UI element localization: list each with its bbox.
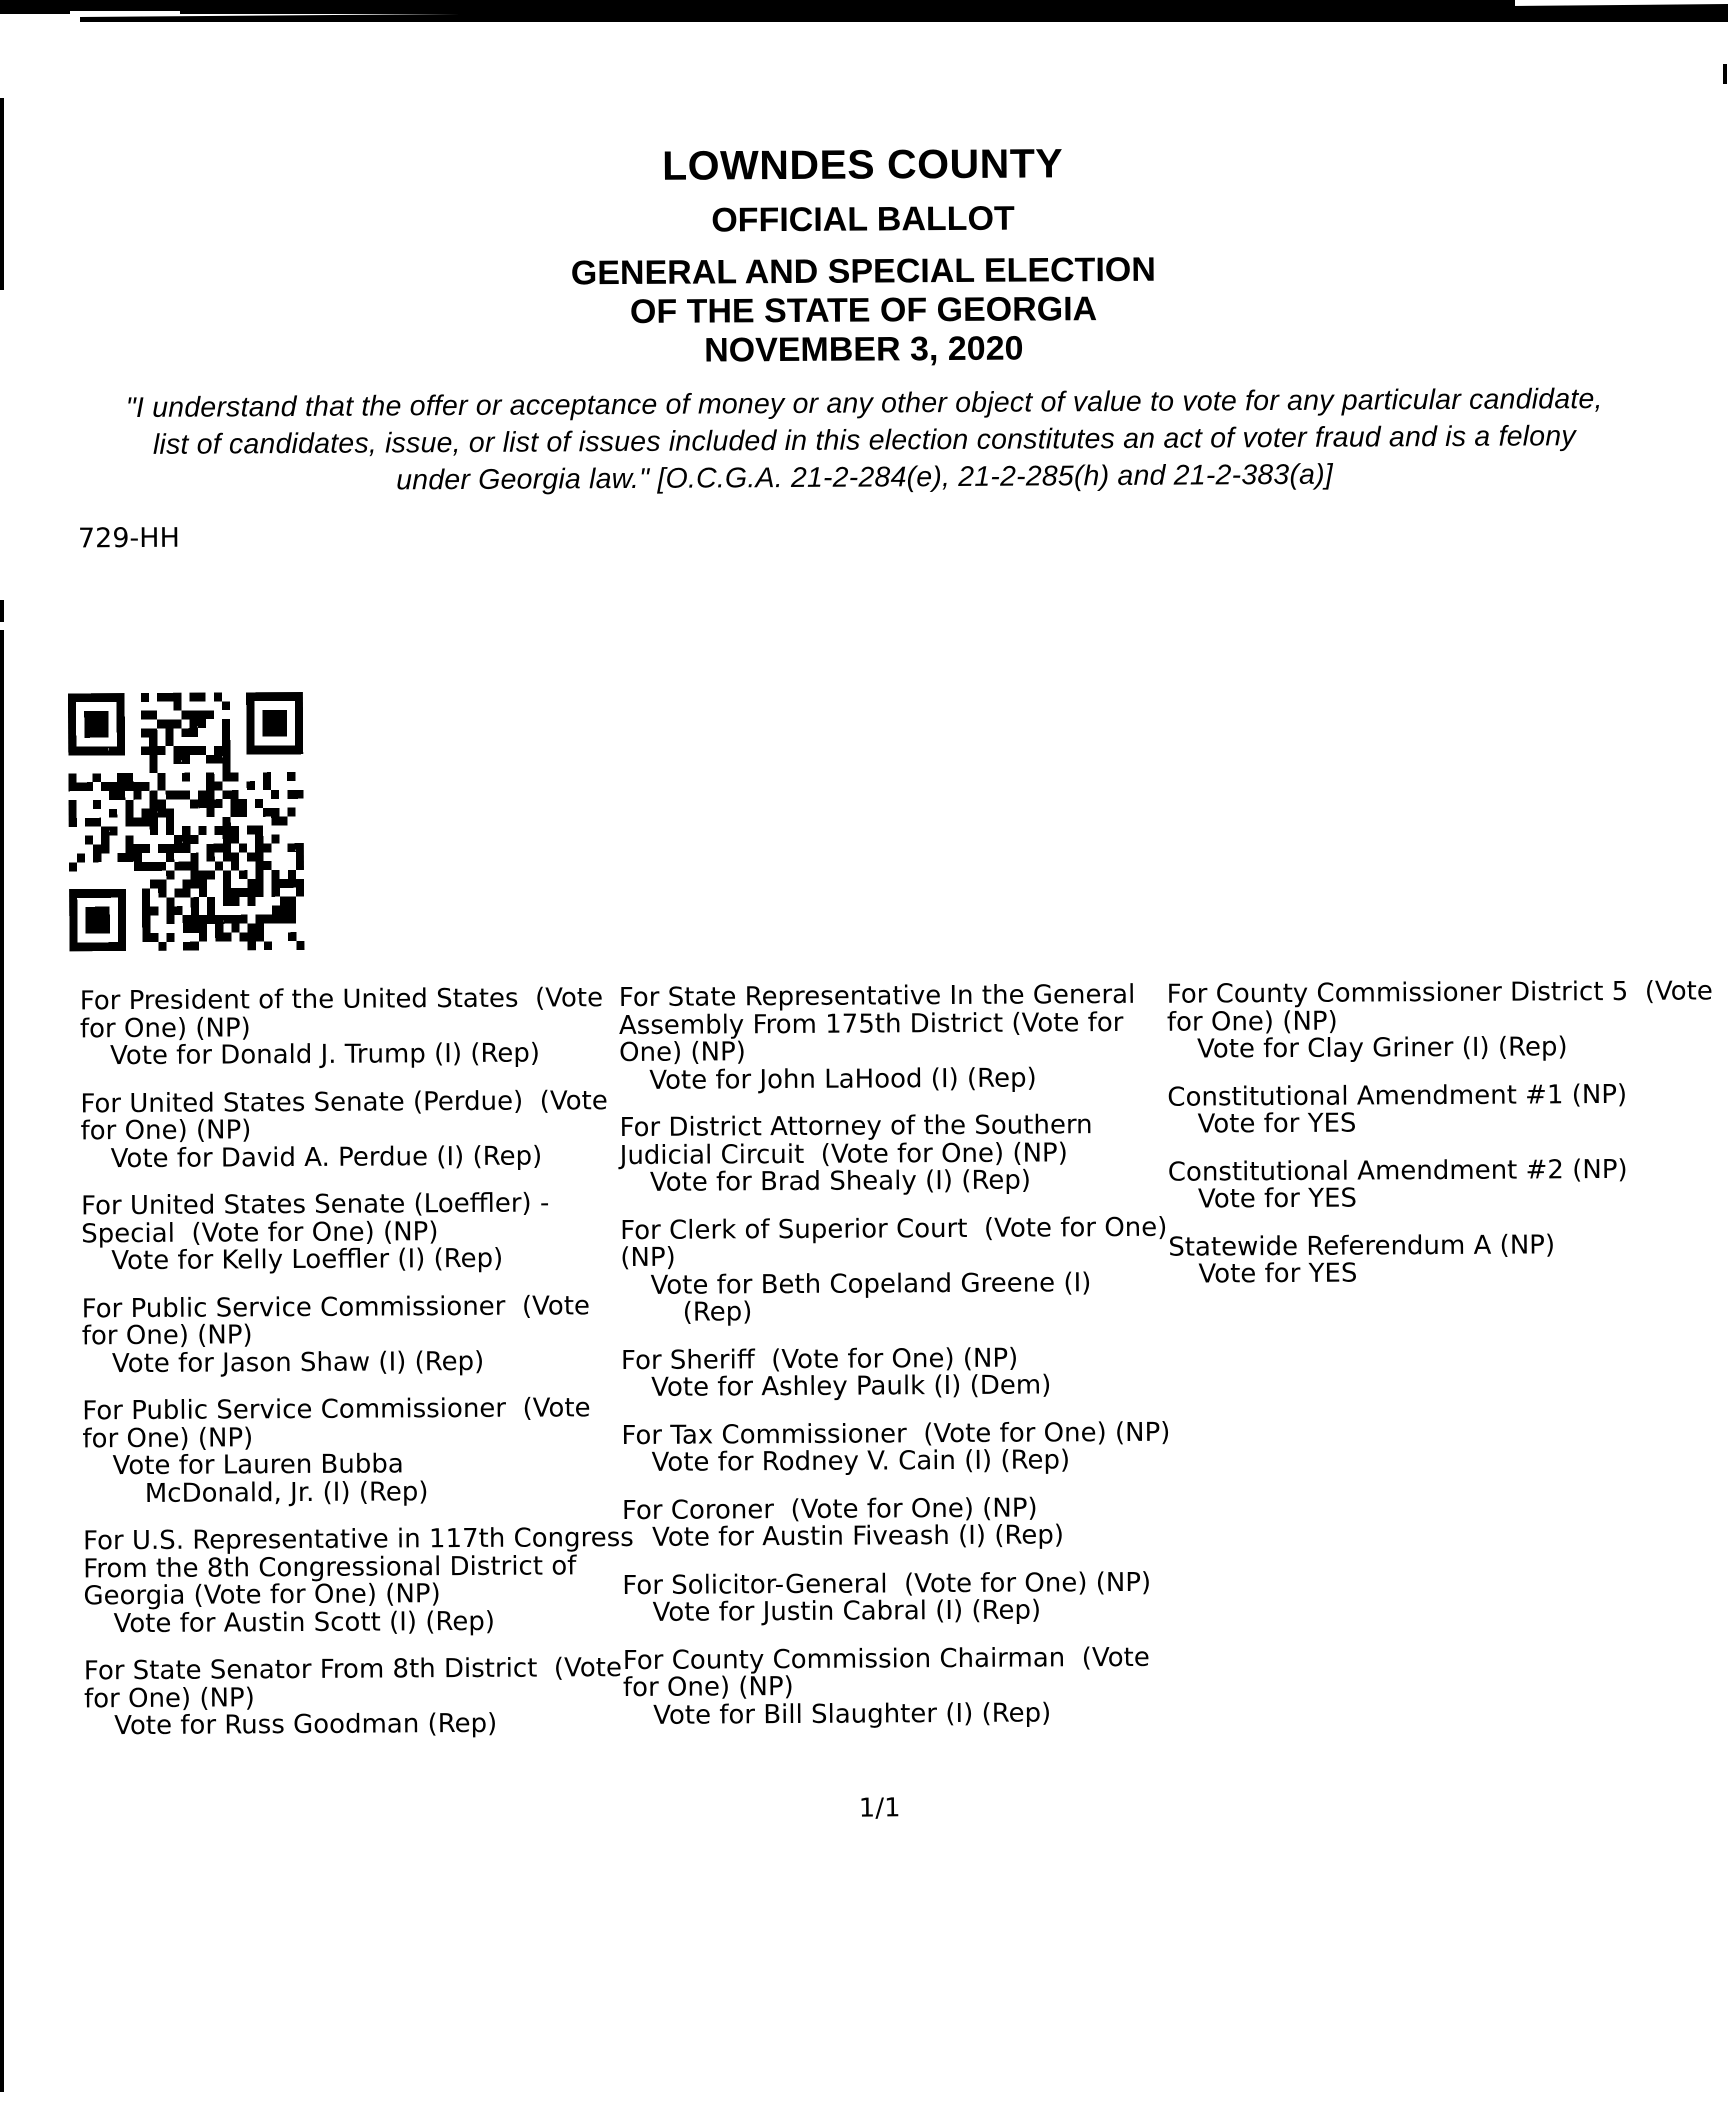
voter-fraud-disclaimer bbox=[0, 380, 1728, 502]
election-date: NOVEMBER 3, 2020 bbox=[704, 329, 1024, 370]
ballot-contest bbox=[622, 1569, 1162, 1627]
contest-title-line: For U.S. Representative in 117th Congress bbox=[82, 1522, 634, 1557]
page-number: 1/1 bbox=[858, 1793, 901, 1824]
contest-title-line: Special (Vote for One) (NP) bbox=[81, 1216, 439, 1249]
contest-title-line: For Sheriff (Vote for One) (NP) bbox=[620, 1343, 1019, 1376]
vote-for-line: Vote for Beth Copeland Greene (I) bbox=[650, 1267, 1092, 1301]
vote-for-line: Vote for Rodney V. Cain (I) (Rep) bbox=[651, 1445, 1071, 1478]
contest-title-line: For Clerk of Superior Court (Vote for One) bbox=[620, 1212, 1168, 1246]
vote-for-line: Vote for Kelly Loeffler (I) (Rep) bbox=[111, 1243, 504, 1277]
contest-title-line: For State Representative In the General bbox=[618, 979, 1136, 1014]
contest-title-line: For Public Service Commissioner (Vote bbox=[81, 1290, 591, 1324]
contest-title-line: For County Commission Chairman (Vote bbox=[622, 1642, 1150, 1676]
contest-title-line: From the 8th Congressional District of bbox=[83, 1550, 577, 1584]
qr-code bbox=[68, 692, 305, 951]
ballot-contest bbox=[619, 1112, 1159, 1198]
disclaimer-line1: "I understand that the offer or acceptance of money or any other object of value to vote for any particular candidate, bbox=[125, 383, 1603, 425]
vote-for-line: Vote for Ashley Paulk (I) (Dem) bbox=[651, 1370, 1052, 1403]
vote-for-line: Vote for Lauren Bubba bbox=[112, 1449, 404, 1482]
vote-for-line: Vote for Donald J. Trump (I) (Rep) bbox=[110, 1038, 541, 1072]
contest-title-line: for One) (NP) bbox=[80, 1115, 252, 1147]
contest-title-line: for One) (NP) bbox=[1166, 1006, 1338, 1038]
contest-title-line: for One) (NP) bbox=[83, 1682, 255, 1714]
ballot-column-right bbox=[1167, 978, 1728, 1309]
ballot-contest bbox=[1168, 1231, 1728, 1289]
ballot-contest bbox=[82, 1395, 613, 1508]
contest-title-line: Georgia (Vote for One) (NP) bbox=[83, 1579, 441, 1612]
vote-for-line: Vote for Austin Fiveash (I) (Rep) bbox=[651, 1520, 1065, 1553]
contest-title-line: For District Attorney of the Southern bbox=[619, 1110, 1093, 1144]
contest-title-line: For Public Service Commissioner (Vote bbox=[82, 1393, 591, 1427]
contest-title-line: Constitutional Amendment #2 (NP) bbox=[1167, 1154, 1628, 1188]
vote-for-line: Vote for John LaHood (I) (Rep) bbox=[649, 1062, 1037, 1096]
ballot-column-middle bbox=[618, 979, 1171, 1750]
vote-for-line: Vote for YES bbox=[1197, 1183, 1358, 1215]
ballot-contest bbox=[1167, 1081, 1728, 1139]
vote-for-line: Vote for Justin Cabral (I) (Rep) bbox=[652, 1595, 1042, 1628]
vote-for-line: Vote for Jason Shaw (I) (Rep) bbox=[111, 1346, 485, 1379]
ballot-contest bbox=[620, 1212, 1168, 1328]
disclaimer-line2: list of candidates, issue, or list of issues included in this election constitutes an act of voter fraud and is a felony bbox=[152, 420, 1576, 461]
vote-for-line: Vote for YES bbox=[1198, 1258, 1358, 1290]
election-title-line1: GENERAL AND SPECIAL ELECTION bbox=[570, 250, 1156, 293]
ballot-contest bbox=[623, 1644, 1163, 1730]
contest-title-line: One) (NP) bbox=[619, 1037, 746, 1069]
contest-title-line: for One) (NP) bbox=[81, 1320, 253, 1352]
ballot-contest bbox=[622, 1494, 1162, 1552]
contest-title-line: For President of the United States (Vote bbox=[79, 983, 604, 1017]
vote-for-line: (Rep) bbox=[682, 1297, 753, 1328]
contest-title-line: For United States Senate (Perdue) (Vote bbox=[80, 1085, 608, 1119]
precinct-code: 729-HH bbox=[77, 522, 180, 555]
disclaimer-line3: under Georgia law." [O.C.G.A. 21-2-284(e), 21-2-285(h) and 21-2-383(a)] bbox=[396, 458, 1334, 497]
contest-title-line: Statewide Referendum A (NP) bbox=[1168, 1229, 1556, 1263]
ballot-contest bbox=[621, 1417, 1171, 1478]
ballot-contest bbox=[81, 1290, 612, 1379]
contest-title-line: For Tax Commissioner (Vote for One) (NP) bbox=[621, 1417, 1171, 1451]
ballot-contest bbox=[1167, 978, 1728, 1064]
ballot-contest bbox=[621, 1344, 1161, 1402]
ballot-contest bbox=[80, 985, 610, 1071]
vote-for-line: Vote for Bill Slaughter (I) (Rep) bbox=[653, 1697, 1052, 1731]
contest-title-line: for One) (NP) bbox=[82, 1422, 254, 1454]
vote-for-line: Vote for YES bbox=[1197, 1108, 1357, 1140]
ballot-contest bbox=[80, 1085, 610, 1174]
contest-title-line: For United States Senate (Loeffler) - bbox=[80, 1188, 550, 1222]
contest-title-line: For Coroner (Vote for One) (NP) bbox=[621, 1492, 1038, 1526]
vote-for-line: Vote for David A. Perdue (I) (Rep) bbox=[110, 1141, 543, 1174]
vote-for-line: Vote for Brad Shealy (I) (Rep) bbox=[649, 1165, 1032, 1198]
contest-title-line: Constitutional Amendment #1 (NP) bbox=[1167, 1079, 1628, 1113]
contest-title-line: for One) (NP) bbox=[622, 1671, 794, 1704]
vote-for-line: Vote for Russ Goodman (Rep) bbox=[114, 1708, 498, 1742]
vote-for-line: Vote for Austin Scott (I) (Rep) bbox=[113, 1606, 496, 1639]
contest-title-line: (NP) bbox=[620, 1242, 676, 1274]
qr-code-image bbox=[68, 692, 305, 951]
ballot-contest bbox=[81, 1190, 611, 1276]
ballot-type-title: OFFICIAL BALLOT bbox=[711, 199, 1015, 240]
vote-for-line: McDonald, Jr. (I) (Rep) bbox=[144, 1476, 429, 1509]
contest-title-line: For County Commissioner District 5 (Vote bbox=[1166, 976, 1713, 1010]
vote-for-line: Vote for Clay Griner (I) (Rep) bbox=[1197, 1032, 1568, 1065]
contest-title-line: For Solicitor-General (Vote for One) (NP) bbox=[622, 1567, 1152, 1601]
election-title bbox=[0, 247, 1728, 375]
ballot-contest bbox=[83, 1653, 622, 1742]
ballot-column-left bbox=[79, 983, 634, 1761]
contest-title-line: for One) (NP) bbox=[79, 1012, 251, 1044]
ballot-contest bbox=[618, 979, 1160, 1096]
contest-title-line: Assembly From 175th District (Vote for bbox=[618, 1007, 1124, 1041]
county-title: LOWNDES COUNTY bbox=[662, 140, 1064, 189]
election-title-line2: OF THE STATE OF GEORGIA bbox=[629, 290, 1098, 331]
ballot-contest bbox=[82, 1522, 634, 1639]
contest-title-line: Judicial Circuit (Vote for One) (NP) bbox=[619, 1137, 1068, 1171]
contest-title-line: For State Senator From 8th District (Vote bbox=[83, 1653, 622, 1687]
ballot-columns bbox=[4, 978, 1728, 1839]
ballot-contest bbox=[1168, 1156, 1728, 1214]
